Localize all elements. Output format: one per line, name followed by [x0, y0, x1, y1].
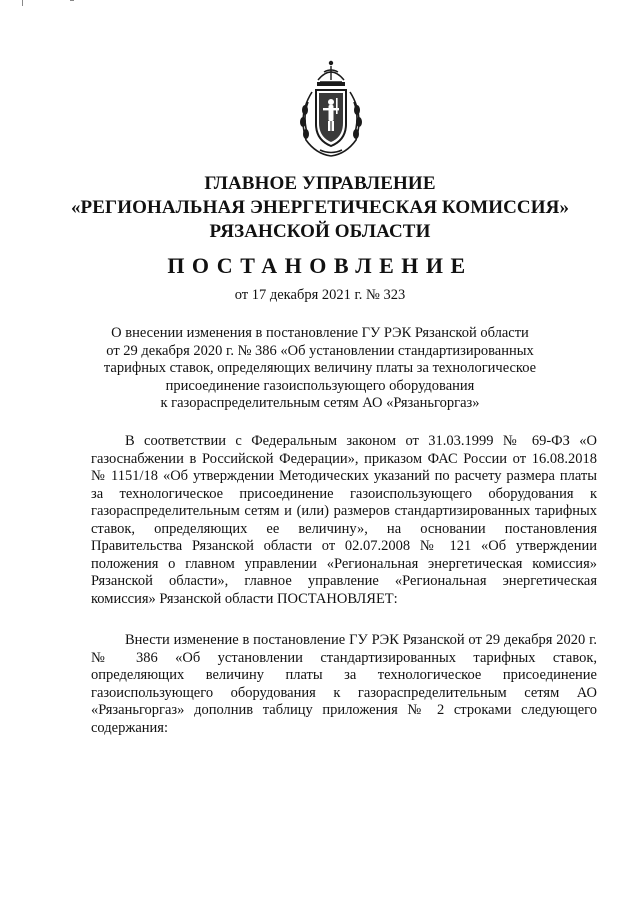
org-title-line-1: ГЛАВНОЕ УПРАВЛЕНИЕ [204, 173, 436, 194]
subject-line: О внесении изменения в постановление ГУ РЭК Рязанской области [111, 325, 529, 341]
body-paragraph-resolution: Внести изменение в постановление ГУ РЭК Рязанской от 29 декабря 2020 г. № 386 «Об установлении стандартизированных тарифных ставок, определяющих величину платы за технологическое присоединение газоиспользующего оборудования к газораспределительным сетям АО «Рязаньгоргаз» дополнив таблицу приложения № 2 строками следующего содержания: [91, 632, 597, 736]
scan-artifact [22, 0, 23, 6]
org-title-line-2: «РЕГИОНАЛЬНАЯ ЭНЕРГЕТИЧЕСКАЯ КОМИССИЯ» [70, 197, 570, 218]
scan-artifact [70, 0, 74, 1]
subject-line: к газораспределительным сетям АО «Рязаньгоргаз» [160, 395, 480, 411]
subject-line: тарифных ставок, определяющих величину платы за технологическое [103, 360, 537, 376]
org-title-line-3: РЯЗАНСКОЙ ОБЛАСТИ [209, 221, 431, 242]
subject-line: присоединение газоиспользующего оборудования [165, 377, 475, 394]
document-date-number: от 17 декабря 2021 г. № 323 [234, 287, 406, 303]
coat-of-arms-icon [290, 58, 372, 158]
subject-line: от 29 декабря 2020 г. № 386 «Об установлении стандартизированных [106, 342, 534, 359]
body-paragraph-legal-basis: В соответствии с Федеральным законом от 31.03.1999 № 69-ФЗ «О газоснабжении в Российской Федерации», приказом ФАС России от 16.08.2018 № 1151/18 «Об утверждении Методических указаний по расчету размера платы за технологическое присоединение газоиспользующего оборудования к газораспределительным сетям и (или) размеров стандартизированных тарифных ставок, определяющих ее величину», на основании постановления Правительства Рязанской области от 02.07.2008 № 121 «Об утверждении положения о главном управлении «Региональная энергетическая комиссия» Рязанской области», главное управление «Региональная энергетическая комиссия» Рязанской области ПОСТАНОВЛЯЕТ: [91, 433, 597, 607]
document-subject [100, 325, 540, 413]
document-type: ПОСТАНОВЛЕНИЕ [167, 253, 473, 278]
